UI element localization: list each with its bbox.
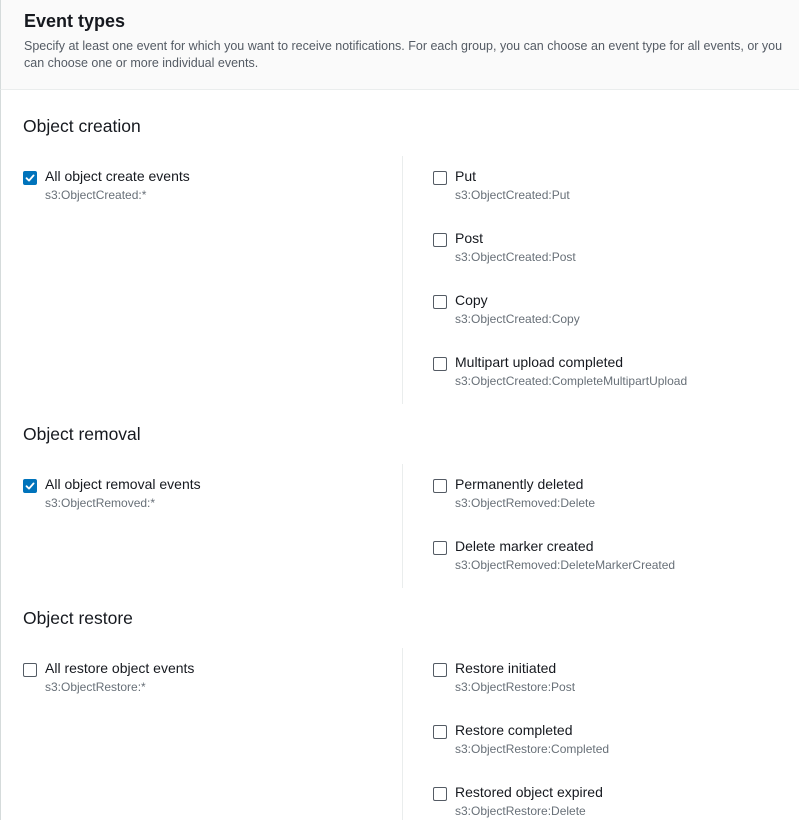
section-title-object-creation: Object creation [23,116,141,136]
section-title-object-removal: Object removal [23,424,141,444]
panel-left-border [0,90,1,820]
option-label: Post [455,230,484,246]
checkbox[interactable] [433,663,447,677]
checkbox[interactable] [433,541,447,555]
checkmark-icon [25,481,35,491]
column-divider [402,464,403,588]
option-label: All restore object events [45,660,195,676]
checkbox[interactable] [433,479,447,493]
column-divider [402,648,403,820]
checkbox[interactable] [433,725,447,739]
option-label: Put [455,168,477,184]
option-label: All object create events [45,168,190,184]
option-event-name: s3:ObjectCreated:CompleteMultipartUpload [455,374,688,388]
option-event-name: s3:ObjectRemoved:* [45,496,156,510]
checkbox[interactable] [433,171,447,185]
checkbox[interactable] [433,357,447,371]
option-label: Restore initiated [455,660,557,676]
checkbox[interactable] [433,295,447,309]
checkmark-icon [25,173,35,183]
checkbox[interactable] [433,787,447,801]
option-event-name: s3:ObjectRestore:Post [455,680,576,694]
section-title-object-restore: Object restore [23,608,133,628]
option-event-name: s3:ObjectRemoved:DeleteMarkerCreated [455,558,676,572]
checkbox-checked[interactable] [23,171,37,185]
option-label: Multipart upload completed [455,354,624,370]
option-event-name: s3:ObjectCreated:Post [455,250,576,264]
page-description: Specify at least one event for which you want to receive notifications. For each group, you can choose an event type for all events, or you can choose one or more individual events. [24,39,783,70]
checkbox[interactable] [433,233,447,247]
option-label: All object removal events [45,476,201,492]
option-event-name: s3:ObjectRestore:* [45,680,146,694]
page-title: Event types [24,11,126,31]
event-types-header [0,0,799,90]
checkbox[interactable] [23,663,37,677]
option-event-name: s3:ObjectCreated:Copy [455,312,580,326]
option-label: Permanently deleted [455,476,584,492]
option-label: Copy [455,292,488,308]
checkbox-checked[interactable] [23,479,37,493]
column-divider [402,156,403,404]
option-event-name: s3:ObjectCreated:Put [455,188,570,202]
option-label: Restore completed [455,722,573,738]
option-event-name: s3:ObjectRestore:Delete [455,804,586,818]
option-label: Restored object expired [455,784,603,800]
option-event-name: s3:ObjectRestore:Completed [455,742,610,756]
option-label: Delete marker created [455,538,594,554]
option-event-name: s3:ObjectCreated:* [45,188,147,202]
option-event-name: s3:ObjectRemoved:Delete [455,496,596,510]
